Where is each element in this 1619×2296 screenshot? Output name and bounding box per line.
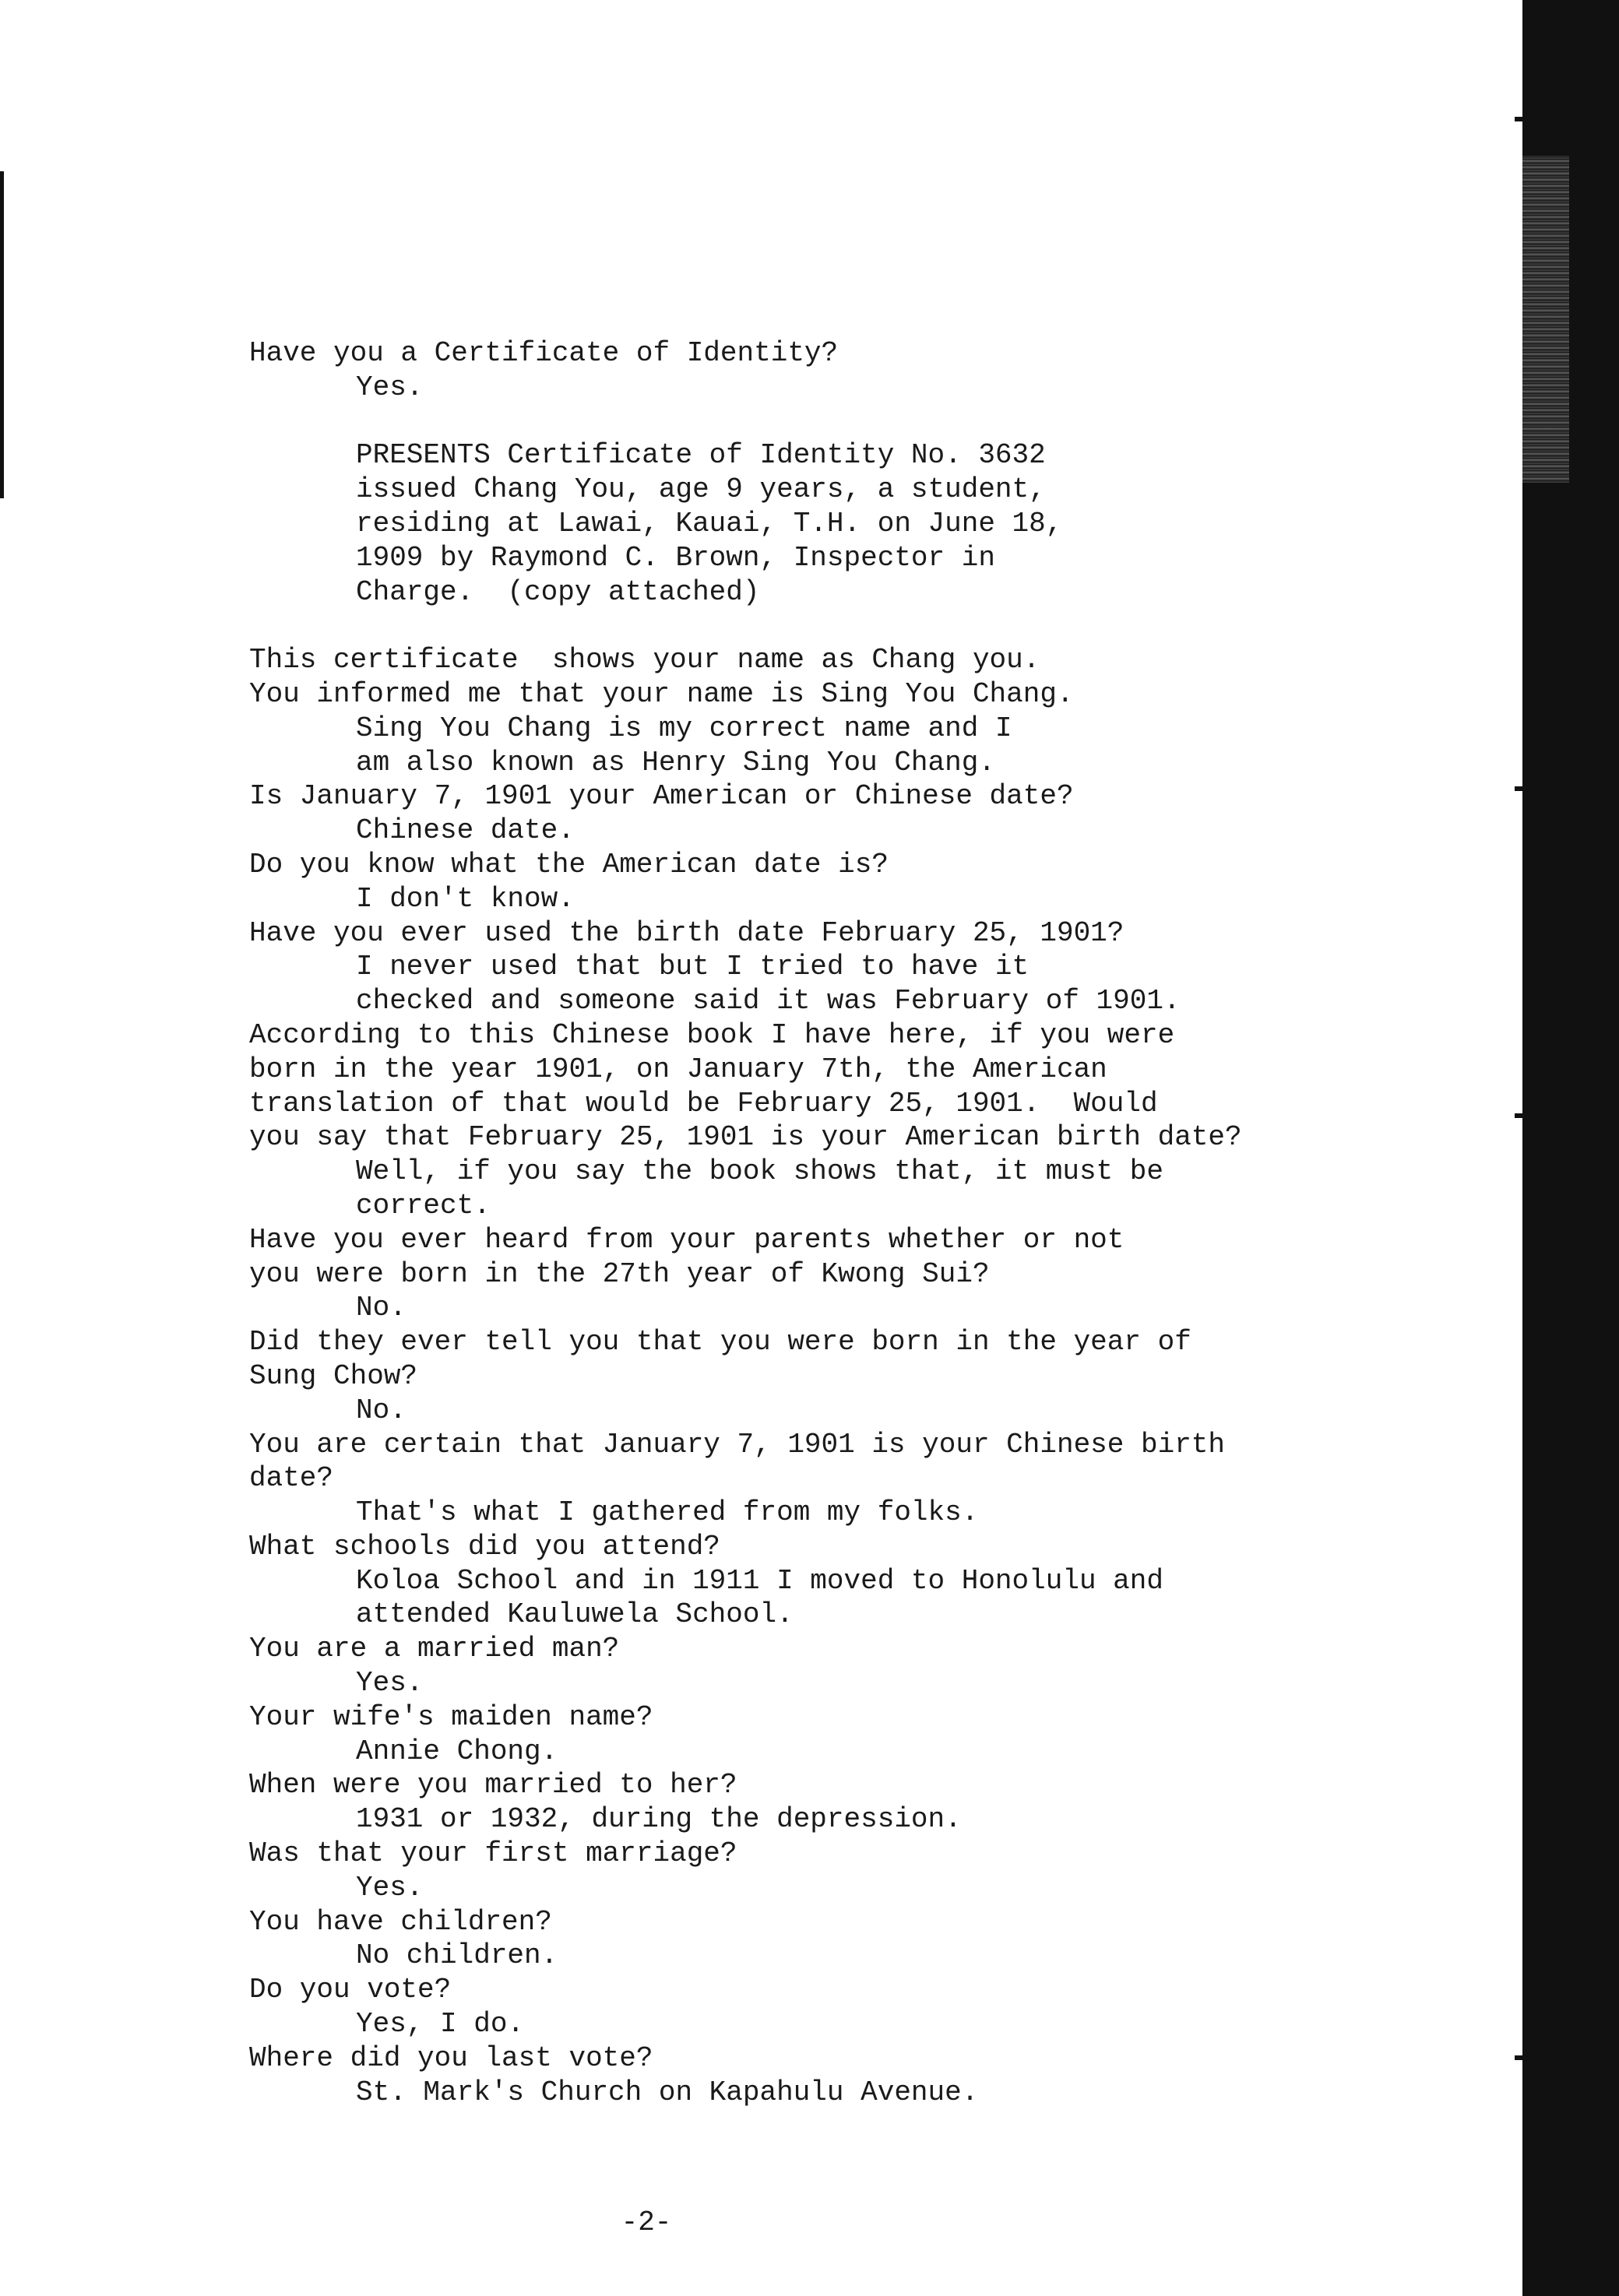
answer-line: No children. — [356, 1939, 558, 1972]
question-line: Your wife's maiden name? — [249, 1700, 653, 1733]
question-line: translation of that would be February 25, 1901. Would — [249, 1087, 1158, 1120]
scan-notch — [1515, 1113, 1526, 1118]
question-line: Sung Chow? — [249, 1359, 418, 1392]
scan-dark-border — [1522, 0, 1619, 2296]
question-line: According to this Chinese book I have here, if you were — [249, 1018, 1175, 1051]
answer-line: correct. — [356, 1189, 491, 1222]
scan-noise — [1522, 156, 1569, 483]
answer-line: Annie Chong. — [356, 1735, 558, 1767]
answer-line: Yes. — [356, 1871, 424, 1904]
blank-line — [249, 609, 1378, 643]
answer-line: I never used that but I tried to have it — [356, 951, 1029, 983]
answer-line: checked and someone said it was February of 1901. — [356, 985, 1181, 1018]
question-line: This certificate shows your name as Chang you. — [249, 644, 1040, 677]
answer-line: Yes. — [356, 371, 424, 403]
question-line: You are certain that January 7, 1901 is your Chinese birth — [249, 1428, 1226, 1461]
question-line: Have you ever heard from your parents whether or not — [249, 1223, 1125, 1256]
page-number: -2- — [621, 2206, 672, 2238]
question-line: Did they ever tell you that you were born in the year of — [249, 1326, 1191, 1359]
presents-line: 1909 by Raymond C. Brown, Inspector in — [356, 541, 995, 574]
question-line: date? — [249, 1462, 334, 1495]
interview-transcript — [249, 336, 1378, 2109]
answer-line: Koloa School and in 1911 I moved to Honolulu and — [356, 1564, 1163, 1597]
question-line: you were born in the 27th year of Kwong Sui? — [249, 1257, 990, 1290]
question-line: Have you a Certificate of Identity? — [249, 337, 839, 369]
question-line: You informed me that your name is Sing You Chang. — [249, 677, 1074, 710]
answer-line: No. — [356, 1292, 407, 1324]
question-line: born in the year 1901, on January 7th, the American — [249, 1053, 1107, 1085]
presents-line: PRESENTS Certificate of Identity No. 3632 — [356, 439, 1046, 472]
scan-edge-mark — [0, 171, 4, 498]
presents-line: issued Chang You, age 9 years, a student, — [356, 473, 1046, 506]
answer-line: I don't know. — [356, 882, 575, 915]
answer-line: No. — [356, 1394, 407, 1426]
answer-line: am also known as Henry Sing You Chang. — [356, 746, 995, 779]
question-line: Was that your first marriage? — [249, 1837, 737, 1870]
question-line: Do you know what the American date is? — [249, 848, 889, 881]
presents-line: Charge. (copy attached) — [356, 575, 760, 608]
scan-notch — [1515, 2055, 1526, 2060]
question-line: You are a married man? — [249, 1633, 620, 1665]
question-line: Do you vote? — [249, 1974, 452, 2006]
presents-line: residing at Lawai, Kauai, T.H. on June 18, — [356, 507, 1063, 540]
blank-line — [249, 405, 1378, 439]
answer-line: attended Kauluwela School. — [356, 1598, 794, 1631]
answer-line: Well, if you say the book shows that, it must be — [356, 1155, 1163, 1188]
scan-notch — [1515, 786, 1526, 791]
question-line: Where did you last vote? — [249, 2041, 653, 2074]
question-line: What schools did you attend? — [249, 1530, 720, 1563]
answer-line: Chinese date. — [356, 814, 575, 847]
answer-line: That's what I gathered from my folks. — [356, 1496, 979, 1529]
question-line: You have children? — [249, 1905, 552, 1938]
answer-line: Sing You Chang is my correct name and I — [356, 712, 1012, 744]
question-line: you say that February 25, 1901 is your American birth date? — [249, 1121, 1242, 1154]
answer-line: 1931 or 1932, during the depression. — [356, 1803, 962, 1836]
answer-line: Yes. — [356, 1667, 424, 1700]
question-line: When were you married to her? — [249, 1769, 737, 1802]
answer-line: Yes, I do. — [356, 2008, 525, 2041]
question-line: Is January 7, 1901 your American or Chinese date? — [249, 780, 1074, 813]
scan-notch — [1515, 117, 1526, 121]
question-line: Have you ever used the birth date February 25, 1901? — [249, 916, 1125, 949]
answer-line: St. Mark's Church on Kapahulu Avenue. — [356, 2076, 979, 2108]
